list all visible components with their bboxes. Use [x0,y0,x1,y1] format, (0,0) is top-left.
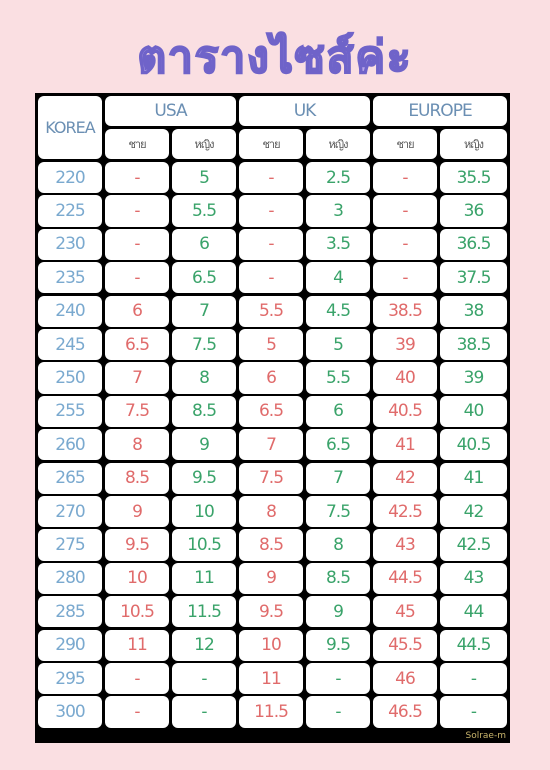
cell-uk-women: 3 [306,195,370,226]
cell-korea: 275 [38,529,102,560]
cell-usa-women: 8.5 [172,396,236,427]
subheader-uk-women: หญิง [306,129,370,159]
cell-usa-men: 6.5 [105,329,169,360]
cell-europe-women: 37.5 [440,262,507,293]
cell-usa-women: 6 [172,229,236,260]
cell-usa-women: - [172,696,236,727]
cell-uk-women: 9 [306,596,370,627]
cell-uk-men: - [239,162,303,193]
cell-europe-men: - [373,162,437,193]
cell-europe-women: 41 [440,463,507,494]
cell-uk-women: 3.5 [306,229,370,260]
cell-korea: 255 [38,396,102,427]
cell-uk-women: 2.5 [306,162,370,193]
cell-korea: 235 [38,262,102,293]
cell-europe-men: 39 [373,329,437,360]
header-europe: EUROPE [373,96,507,126]
cell-uk-men: - [239,229,303,260]
cell-europe-men: 45 [373,596,437,627]
cell-uk-men: 6.5 [239,396,303,427]
header-usa: USA [105,96,236,126]
signature: Solrae-m [465,731,506,741]
cell-europe-men: - [373,195,437,226]
cell-europe-men: - [373,229,437,260]
cell-korea: 225 [38,195,102,226]
cell-uk-women: 6.5 [306,429,370,460]
cell-uk-women: 7.5 [306,496,370,527]
cell-europe-men: - [373,262,437,293]
cell-usa-men: - [105,229,169,260]
cell-europe-women: 40.5 [440,429,507,460]
cell-usa-men: 8 [105,429,169,460]
cell-uk-men: 6 [239,362,303,393]
cell-usa-men: 8.5 [105,463,169,494]
cell-uk-women: 5 [306,329,370,360]
cell-uk-men: 9 [239,563,303,594]
cell-europe-women: 42 [440,496,507,527]
cell-uk-men: 11 [239,663,303,694]
cell-europe-women: 43 [440,563,507,594]
cell-usa-women: 11.5 [172,596,236,627]
page-title: ตารางไซส์ค่ะ [137,32,413,83]
cell-europe-men: 41 [373,429,437,460]
cell-usa-women: 9.5 [172,463,236,494]
cell-europe-women: - [440,663,507,694]
cell-europe-men: 42 [373,463,437,494]
cell-uk-men: 5 [239,329,303,360]
cell-korea: 245 [38,329,102,360]
cell-usa-women: 10 [172,496,236,527]
cell-uk-women: 8 [306,529,370,560]
cell-europe-women: 36 [440,195,507,226]
cell-korea: 250 [38,362,102,393]
header-uk: UK [239,96,370,126]
cell-uk-men: 7 [239,429,303,460]
cell-korea: 300 [38,696,102,727]
cell-korea: 290 [38,630,102,661]
cell-europe-men: 46.5 [373,696,437,727]
cell-uk-men: - [239,195,303,226]
cell-usa-women: 5.5 [172,195,236,226]
cell-uk-men: 10 [239,630,303,661]
cell-usa-women: 6.5 [172,262,236,293]
cell-uk-women: 9.5 [306,630,370,661]
cell-usa-men: - [105,162,169,193]
cell-usa-women: 8 [172,362,236,393]
cell-uk-women: 7 [306,463,370,494]
cell-europe-women: 40 [440,396,507,427]
cell-europe-men: 42.5 [373,496,437,527]
cell-usa-men: 6 [105,296,169,327]
cell-europe-men: 40 [373,362,437,393]
cell-uk-men: 11.5 [239,696,303,727]
cell-uk-men: 8 [239,496,303,527]
cell-korea: 265 [38,463,102,494]
cell-europe-women: 36.5 [440,229,507,260]
cell-usa-women: 7 [172,296,236,327]
cell-usa-women: 11 [172,563,236,594]
cell-europe-men: 44.5 [373,563,437,594]
cell-korea: 280 [38,563,102,594]
cell-europe-women: 44 [440,596,507,627]
cell-usa-men: - [105,262,169,293]
cell-uk-women: - [306,663,370,694]
cell-usa-women: 10.5 [172,529,236,560]
cell-usa-men: - [105,195,169,226]
cell-uk-women: - [306,696,370,727]
cell-korea: 270 [38,496,102,527]
cell-korea: 295 [38,663,102,694]
cell-usa-men: 10.5 [105,596,169,627]
cell-usa-men: 7.5 [105,396,169,427]
cell-uk-men: - [239,262,303,293]
cell-europe-men: 46 [373,663,437,694]
subheader-europe-men: ชาย [373,129,437,159]
cell-uk-women: 4.5 [306,296,370,327]
cell-uk-women: 5.5 [306,362,370,393]
cell-europe-men: 40.5 [373,396,437,427]
cell-usa-men: 9.5 [105,529,169,560]
cell-europe-women: 35.5 [440,162,507,193]
cell-usa-men: 9 [105,496,169,527]
subheader-uk-men: ชาย [239,129,303,159]
cell-usa-women: 12 [172,630,236,661]
cell-uk-men: 9.5 [239,596,303,627]
cell-europe-women: 39 [440,362,507,393]
subheader-usa-women: หญิง [172,129,236,159]
cell-korea: 260 [38,429,102,460]
cell-europe-men: 43 [373,529,437,560]
cell-usa-women: 7.5 [172,329,236,360]
cell-usa-women: 9 [172,429,236,460]
cell-europe-women: 42.5 [440,529,507,560]
cell-uk-men: 7.5 [239,463,303,494]
cell-uk-men: 5.5 [239,296,303,327]
cell-usa-men: 10 [105,563,169,594]
cell-usa-men: 7 [105,362,169,393]
subheader-usa-men: ชาย [105,129,169,159]
header-korea: KOREA [38,96,102,159]
cell-europe-men: 38.5 [373,296,437,327]
cell-usa-women: - [172,663,236,694]
cell-uk-women: 8.5 [306,563,370,594]
cell-usa-men: - [105,696,169,727]
cell-usa-men: - [105,663,169,694]
cell-usa-women: 5 [172,162,236,193]
cell-korea: 285 [38,596,102,627]
cell-uk-women: 6 [306,396,370,427]
cell-korea: 220 [38,162,102,193]
cell-europe-women: 38.5 [440,329,507,360]
cell-europe-women: 38 [440,296,507,327]
cell-usa-men: 11 [105,630,169,661]
cell-uk-women: 4 [306,262,370,293]
cell-korea: 240 [38,296,102,327]
cell-uk-men: 8.5 [239,529,303,560]
cell-europe-women: - [440,696,507,727]
size-chart-table [35,93,510,743]
cell-europe-women: 44.5 [440,630,507,661]
subheader-europe-women: หญิง [440,129,507,159]
cell-korea: 230 [38,229,102,260]
cell-europe-men: 45.5 [373,630,437,661]
